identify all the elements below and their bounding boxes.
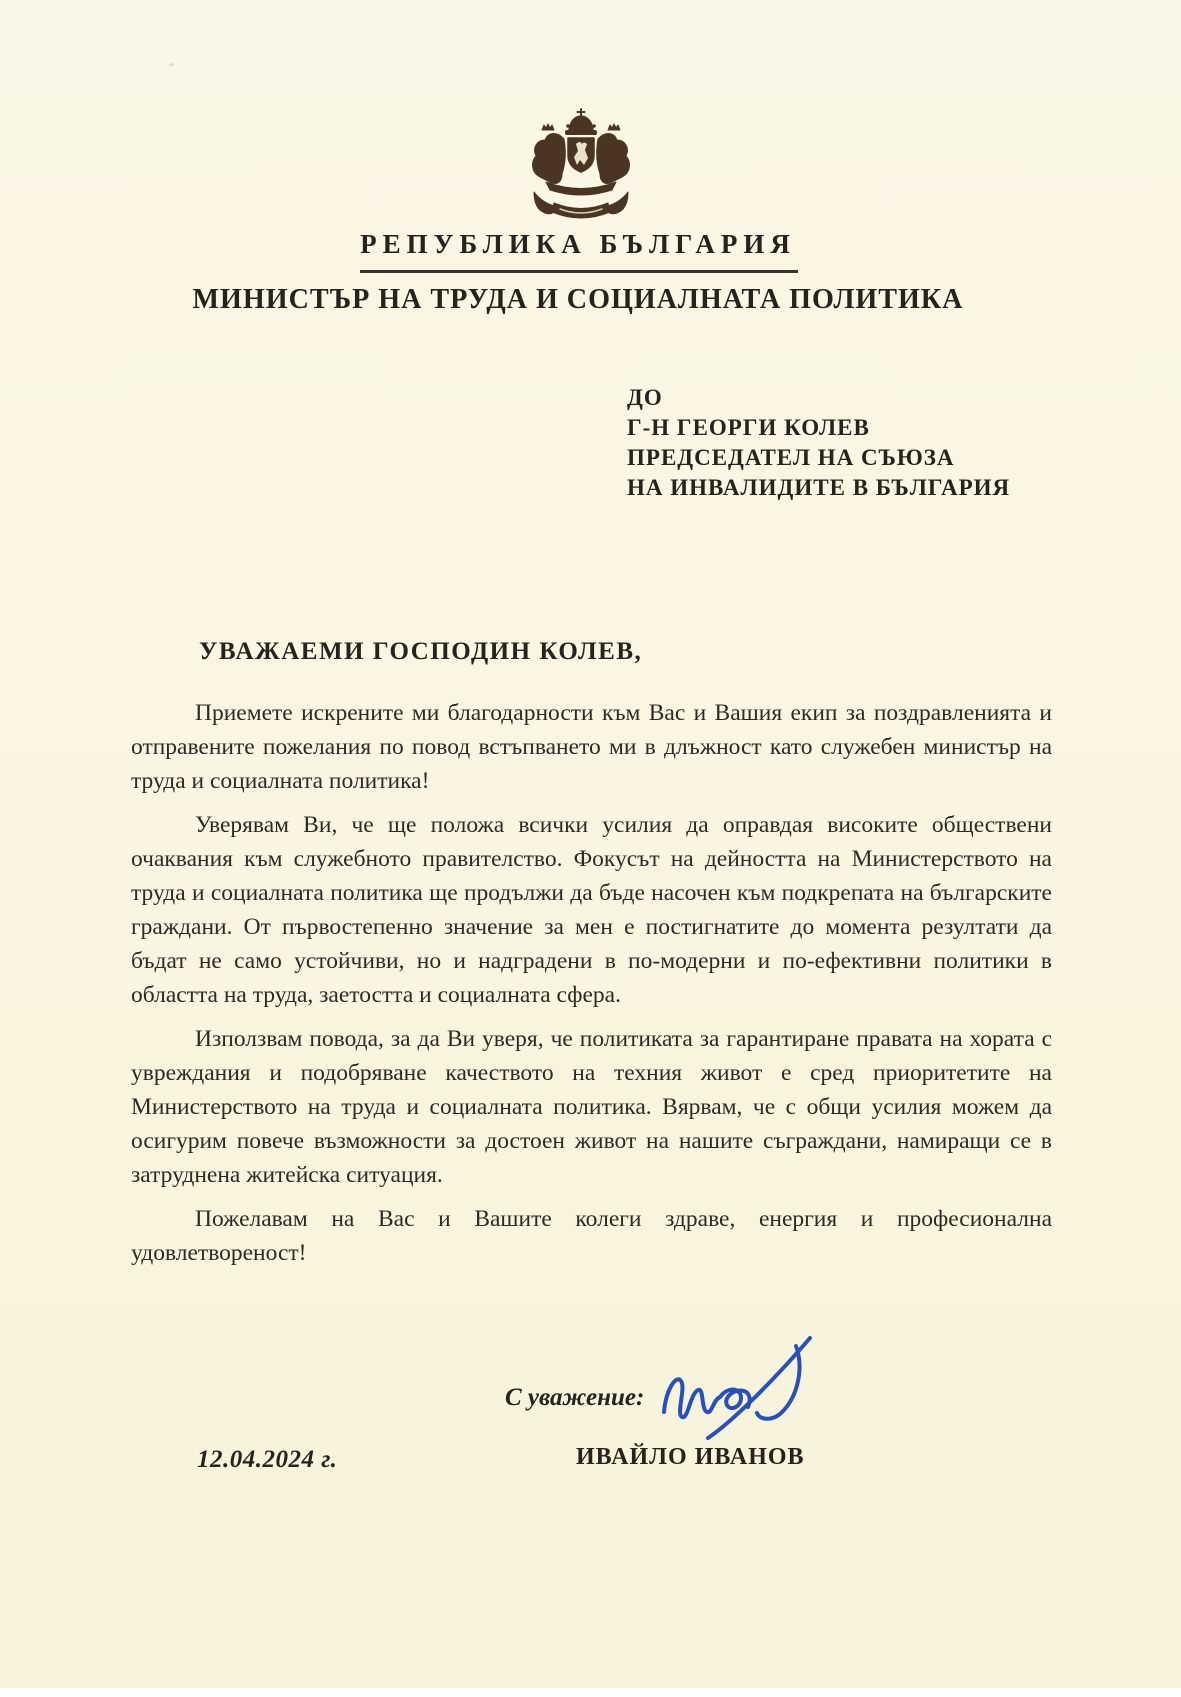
recipient-line-name: Г-Н ГЕОРГИ КОЛЕВ xyxy=(627,415,870,440)
letter-body xyxy=(131,696,1052,1280)
recipient-line-to: ДО xyxy=(627,385,663,410)
republic-title: РЕПУБЛИКА БЪЛГАРИЯ xyxy=(360,229,796,259)
paragraph-3: Използвам повода, за да Ви уверя, че политиката за гарантиране правата на хората с увреждания и подобряване качеството на техния живот е сред приоритетите на Министерството на труда и социалната политика. Вярвам, че с общи усилия можем да осигурим повече възможности за достоен живот на нашите съграждани, намиращи се в затруднена житейска ситуация. xyxy=(131,1026,1052,1188)
letterhead-divider xyxy=(360,270,798,273)
closing-label: С уважение: xyxy=(505,1384,645,1411)
recipient-block xyxy=(627,383,1010,503)
scan-edge xyxy=(0,1688,1181,1697)
handwritten-signature xyxy=(650,1330,825,1450)
paragraph-4: Пожелавам на Вас и Вашите колеги здраве, енергия и професионална удовлетвореност! xyxy=(131,1206,1052,1266)
bulgarian-coat-of-arms-icon xyxy=(518,108,644,222)
salutation: УВАЖАЕМИ ГОСПОДИН КОЛЕВ, xyxy=(199,638,643,665)
paragraph-2: Уверявам Ви, че ще положа всички усилия да оправдая високите обществени очаквания към служебното правителство. Фокусът на дейността на Министерството на труда и социалната политика ще продължи да бъде насочен към подкрепата на българските граждани. От първостепенно значение за мен е постигнатите до момента резултати да бъдат не само устойчиви, но и надградени в по-модерни и по-ефективни политики в областта на труда, заетостта и социалната сфера. xyxy=(131,812,1052,1008)
recipient-line-title-1: ПРЕДСЕДАТЕЛ НА СЪЮЗА xyxy=(627,445,955,470)
scan-speck xyxy=(169,63,174,66)
ministry-title: МИНИСТЪР НА ТРУДА И СОЦИАЛНАТА ПОЛИТИКА xyxy=(192,283,964,315)
signatory-name: ИВАЙЛО ИВАНОВ xyxy=(576,1444,805,1470)
paragraph-1: Приемете искрените ми благодарности към Вас и Вашия екип за поздравленията и отправените пожелания по повод встъпването ми в длъжност като служебен министър на труда и социалната политика! xyxy=(131,700,1052,794)
letter-date: 12.04.2024 г. xyxy=(197,1446,338,1473)
recipient-line-title-2: НА ИНВАЛИДИТЕ В БЪЛГАРИЯ xyxy=(627,475,1011,500)
